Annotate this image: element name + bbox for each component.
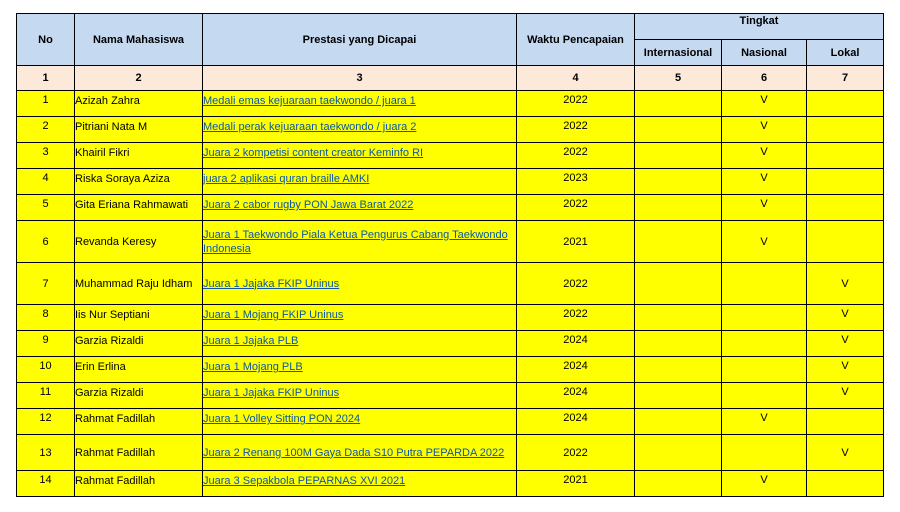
year-cell — [517, 383, 635, 409]
student-name-cell-text: Garzia Rizaldi — [75, 387, 144, 399]
international-mark-cell — [635, 169, 722, 195]
table-row — [17, 471, 884, 497]
local-mark-cell-text: V — [841, 386, 849, 398]
header-national: Nasional — [722, 40, 807, 66]
row-number-cell-text: 8 — [42, 308, 49, 320]
achievement-link-cell-text[interactable]: Juara 3 Sepakbola PEPARNAS XVI 2021 — [203, 475, 406, 487]
header-time: Waktu Pencapaian — [517, 14, 635, 66]
row-number-cell — [17, 331, 75, 357]
student-name-cell — [75, 357, 203, 383]
column-number: 5 — [635, 66, 722, 91]
student-name-cell — [75, 263, 203, 305]
achievements-table — [16, 13, 884, 497]
student-name-cell — [75, 409, 203, 435]
table-row — [17, 331, 884, 357]
local-mark-cell-text: V — [841, 277, 849, 290]
column-number: 3 — [203, 66, 517, 91]
national-mark-cell-text: V — [760, 198, 768, 210]
row-number-cell — [17, 305, 75, 331]
student-name-cell — [75, 331, 203, 357]
column-number: 1 — [17, 66, 75, 91]
column-number-row — [17, 66, 884, 91]
row-number-cell — [17, 117, 75, 143]
international-mark-cell — [635, 195, 722, 221]
row-number-cell — [17, 91, 75, 117]
achievement-link-cell — [203, 383, 517, 409]
achievement-link-cell — [203, 117, 517, 143]
achievement-link-cell-text[interactable]: Medali emas kejuaraan taekwondo / juara 1 — [203, 95, 416, 107]
national-mark-cell — [722, 331, 807, 357]
student-name-cell-text: Riska Soraya Aziza — [75, 173, 170, 185]
row-number-cell — [17, 195, 75, 221]
achievement-link-cell-text[interactable]: Juara 1 Jajaka FKIP Uninus — [203, 277, 340, 290]
international-mark-cell — [635, 143, 722, 169]
year-cell — [517, 471, 635, 497]
year-cell-text: 2022 — [563, 198, 588, 210]
year-cell-text: 2022 — [563, 120, 588, 132]
header-no: No — [17, 14, 75, 66]
table-row — [17, 91, 884, 117]
year-cell — [517, 221, 635, 263]
international-mark-cell — [635, 221, 722, 263]
student-name-cell — [75, 471, 203, 497]
year-cell — [517, 143, 635, 169]
achievement-link-cell — [203, 409, 517, 435]
achievement-link-cell-text[interactable]: Juara 1 Taekwondo Piala Ketua Pengurus Cabang Taekwondo Indonesia — [203, 228, 508, 255]
row-number-cell-text: 12 — [39, 412, 52, 424]
national-mark-cell-text: V — [760, 172, 768, 184]
year-cell — [517, 263, 635, 305]
achievement-link-cell — [203, 331, 517, 357]
local-mark-cell — [807, 409, 884, 435]
student-name-cell-text: Revanda Keresy — [75, 235, 157, 248]
year-cell-text: 2022 — [563, 94, 588, 106]
international-mark-cell — [635, 357, 722, 383]
row-number-cell — [17, 383, 75, 409]
local-mark-cell — [807, 263, 884, 305]
column-number: 2 — [75, 66, 203, 91]
year-cell-text: 2021 — [563, 474, 588, 486]
student-name-cell — [75, 117, 203, 143]
local-mark-cell-text: V — [841, 308, 849, 320]
local-mark-cell — [807, 435, 884, 471]
table-row — [17, 195, 884, 221]
student-name-cell — [75, 143, 203, 169]
student-name-cell — [75, 221, 203, 263]
international-mark-cell — [635, 263, 722, 305]
national-mark-cell — [722, 117, 807, 143]
national-mark-cell — [722, 357, 807, 383]
table-row — [17, 169, 884, 195]
achievement-link-cell — [203, 221, 517, 263]
row-number-cell — [17, 357, 75, 383]
student-name-cell — [75, 435, 203, 471]
achievement-link-cell-text[interactable]: Juara 1 Mojang PLB — [203, 361, 303, 373]
local-mark-cell-text: V — [841, 360, 849, 372]
year-cell — [517, 305, 635, 331]
header-local: Lokal — [807, 40, 884, 66]
national-mark-cell-text: V — [760, 412, 768, 424]
local-mark-cell — [807, 143, 884, 169]
row-number-cell — [17, 435, 75, 471]
achievement-link-cell — [203, 435, 517, 471]
student-name-cell-text: Rahmat Fadillah — [75, 446, 156, 459]
table-row — [17, 117, 884, 143]
national-mark-cell — [722, 409, 807, 435]
achievement-link-cell-text[interactable]: Juara 1 Jajaka PLB — [203, 335, 299, 347]
local-mark-cell — [807, 357, 884, 383]
table-row — [17, 221, 884, 263]
year-cell — [517, 409, 635, 435]
year-cell — [517, 169, 635, 195]
student-name-cell — [75, 383, 203, 409]
column-number: 6 — [722, 66, 807, 91]
table-row — [17, 383, 884, 409]
local-mark-cell — [807, 221, 884, 263]
student-name-cell-text: Rahmat Fadillah — [75, 413, 156, 425]
student-name-cell — [75, 91, 203, 117]
year-cell — [517, 91, 635, 117]
row-number-cell-text: 6 — [42, 235, 49, 248]
row-number-cell — [17, 471, 75, 497]
achievement-link-cell — [203, 91, 517, 117]
achievement-link-cell — [203, 305, 517, 331]
achievement-link-cell — [203, 195, 517, 221]
local-mark-cell — [807, 331, 884, 357]
achievement-link-cell-text[interactable]: Juara 2 kompetisi content creator Keminfo RI — [203, 147, 424, 159]
row-number-cell-text: 14 — [39, 474, 52, 486]
international-mark-cell — [635, 435, 722, 471]
column-number: 7 — [807, 66, 884, 91]
table-row — [17, 263, 884, 305]
student-name-cell-text: Iis Nur Septiani — [75, 309, 150, 321]
year-cell-text: 2024 — [563, 412, 588, 424]
local-mark-cell-text: V — [841, 446, 849, 459]
table-row — [17, 143, 884, 169]
row-number-cell — [17, 221, 75, 263]
international-mark-cell — [635, 305, 722, 331]
row-number-cell-text: 7 — [42, 277, 49, 290]
header-international: Internasional — [635, 40, 722, 66]
national-mark-cell — [722, 195, 807, 221]
table-row — [17, 409, 884, 435]
year-cell — [517, 195, 635, 221]
international-mark-cell — [635, 409, 722, 435]
national-mark-cell-text: V — [760, 120, 768, 132]
table-row — [17, 435, 884, 471]
student-name-cell-text: Khairil Fikri — [75, 147, 130, 159]
national-mark-cell — [722, 169, 807, 195]
achievement-link-cell-text[interactable]: Medali perak kejuaraan taekwondo / juara 2 — [203, 121, 417, 133]
national-mark-cell — [722, 143, 807, 169]
column-number: 4 — [517, 66, 635, 91]
year-cell-text: 2024 — [563, 386, 588, 398]
local-mark-cell — [807, 117, 884, 143]
year-cell-text: 2023 — [563, 172, 588, 184]
student-name-cell-text: Rahmat Fadillah — [75, 475, 156, 487]
row-number-cell — [17, 169, 75, 195]
table-row — [17, 305, 884, 331]
international-mark-cell — [635, 117, 722, 143]
achievement-link-cell-text[interactable]: Juara 1 Jajaka FKIP Uninus — [203, 387, 340, 399]
achievement-link-cell-text[interactable]: Juara 1 Volley Sitting PON 2024 — [203, 413, 361, 425]
achievement-link-cell-text[interactable]: juara 2 aplikasi quran braille AMKI — [203, 173, 370, 185]
year-cell-text: 2024 — [563, 334, 588, 346]
achievement-link-cell — [203, 143, 517, 169]
year-cell-text: 2024 — [563, 360, 588, 372]
row-number-cell-text: 5 — [42, 198, 49, 210]
student-name-cell — [75, 169, 203, 195]
row-number-cell — [17, 143, 75, 169]
year-cell-text: 2022 — [563, 308, 588, 320]
achievement-link-cell-text[interactable]: Juara 2 Renang 100M Gaya Dada S10 Putra PEPARDA 2022 — [203, 446, 505, 459]
local-mark-cell — [807, 169, 884, 195]
year-cell-text: 2022 — [563, 277, 588, 290]
national-mark-cell — [722, 471, 807, 497]
achievement-link-cell — [203, 357, 517, 383]
student-name-cell-text: Garzia Rizaldi — [75, 335, 144, 347]
row-number-cell — [17, 263, 75, 305]
student-name-cell-text: Muhammad Raju Idham — [75, 277, 193, 290]
achievement-link-cell-text[interactable]: Juara 2 cabor rugby PON Jawa Barat 2022 — [203, 199, 414, 211]
row-number-cell-text: 10 — [39, 360, 52, 372]
national-mark-cell-text: V — [760, 146, 768, 158]
header-name: Nama Mahasiswa — [75, 14, 203, 66]
national-mark-cell — [722, 435, 807, 471]
student-name-cell-text: Gita Eriana Rahmawati — [75, 199, 189, 211]
year-cell — [517, 331, 635, 357]
row-number-cell-text: 3 — [42, 146, 49, 158]
national-mark-cell — [722, 305, 807, 331]
national-mark-cell — [722, 221, 807, 263]
local-mark-cell — [807, 383, 884, 409]
row-number-cell-text: 2 — [42, 120, 49, 132]
row-number-cell — [17, 409, 75, 435]
local-mark-cell — [807, 91, 884, 117]
table-row — [17, 357, 884, 383]
student-name-cell-text: Erin Erlina — [75, 361, 126, 373]
national-mark-cell-text: V — [760, 235, 768, 248]
local-mark-cell — [807, 195, 884, 221]
achievement-link-cell — [203, 169, 517, 195]
header-level: Tingkat — [635, 14, 884, 40]
year-cell — [517, 435, 635, 471]
international-mark-cell — [635, 331, 722, 357]
international-mark-cell — [635, 383, 722, 409]
local-mark-cell — [807, 471, 884, 497]
achievement-link-cell — [203, 263, 517, 305]
achievement-link-cell-text[interactable]: Juara 1 Mojang FKIP Uninus — [203, 309, 344, 321]
local-mark-cell-text: V — [841, 334, 849, 346]
national-mark-cell — [722, 263, 807, 305]
row-number-cell-text: 1 — [42, 94, 49, 106]
row-number-cell-text: 9 — [42, 334, 49, 346]
header-achievement: Prestasi yang Dicapai — [203, 14, 517, 66]
local-mark-cell — [807, 305, 884, 331]
achievement-link-cell — [203, 471, 517, 497]
international-mark-cell — [635, 471, 722, 497]
year-cell-text: 2022 — [563, 146, 588, 158]
student-name-cell-text: Azizah Zahra — [75, 95, 140, 107]
international-mark-cell — [635, 91, 722, 117]
student-name-cell-text: Pitriani Nata M — [75, 121, 148, 133]
row-number-cell-text: 11 — [39, 386, 52, 398]
year-cell-text: 2021 — [563, 235, 588, 248]
year-cell-text: 2022 — [563, 446, 588, 459]
national-mark-cell — [722, 383, 807, 409]
student-name-cell — [75, 305, 203, 331]
national-mark-cell — [722, 91, 807, 117]
year-cell — [517, 117, 635, 143]
row-number-cell-text: 4 — [42, 172, 49, 184]
student-name-cell — [75, 195, 203, 221]
row-number-cell-text: 13 — [39, 446, 52, 459]
year-cell — [517, 357, 635, 383]
national-mark-cell-text: V — [760, 94, 768, 106]
national-mark-cell-text: V — [760, 474, 768, 486]
